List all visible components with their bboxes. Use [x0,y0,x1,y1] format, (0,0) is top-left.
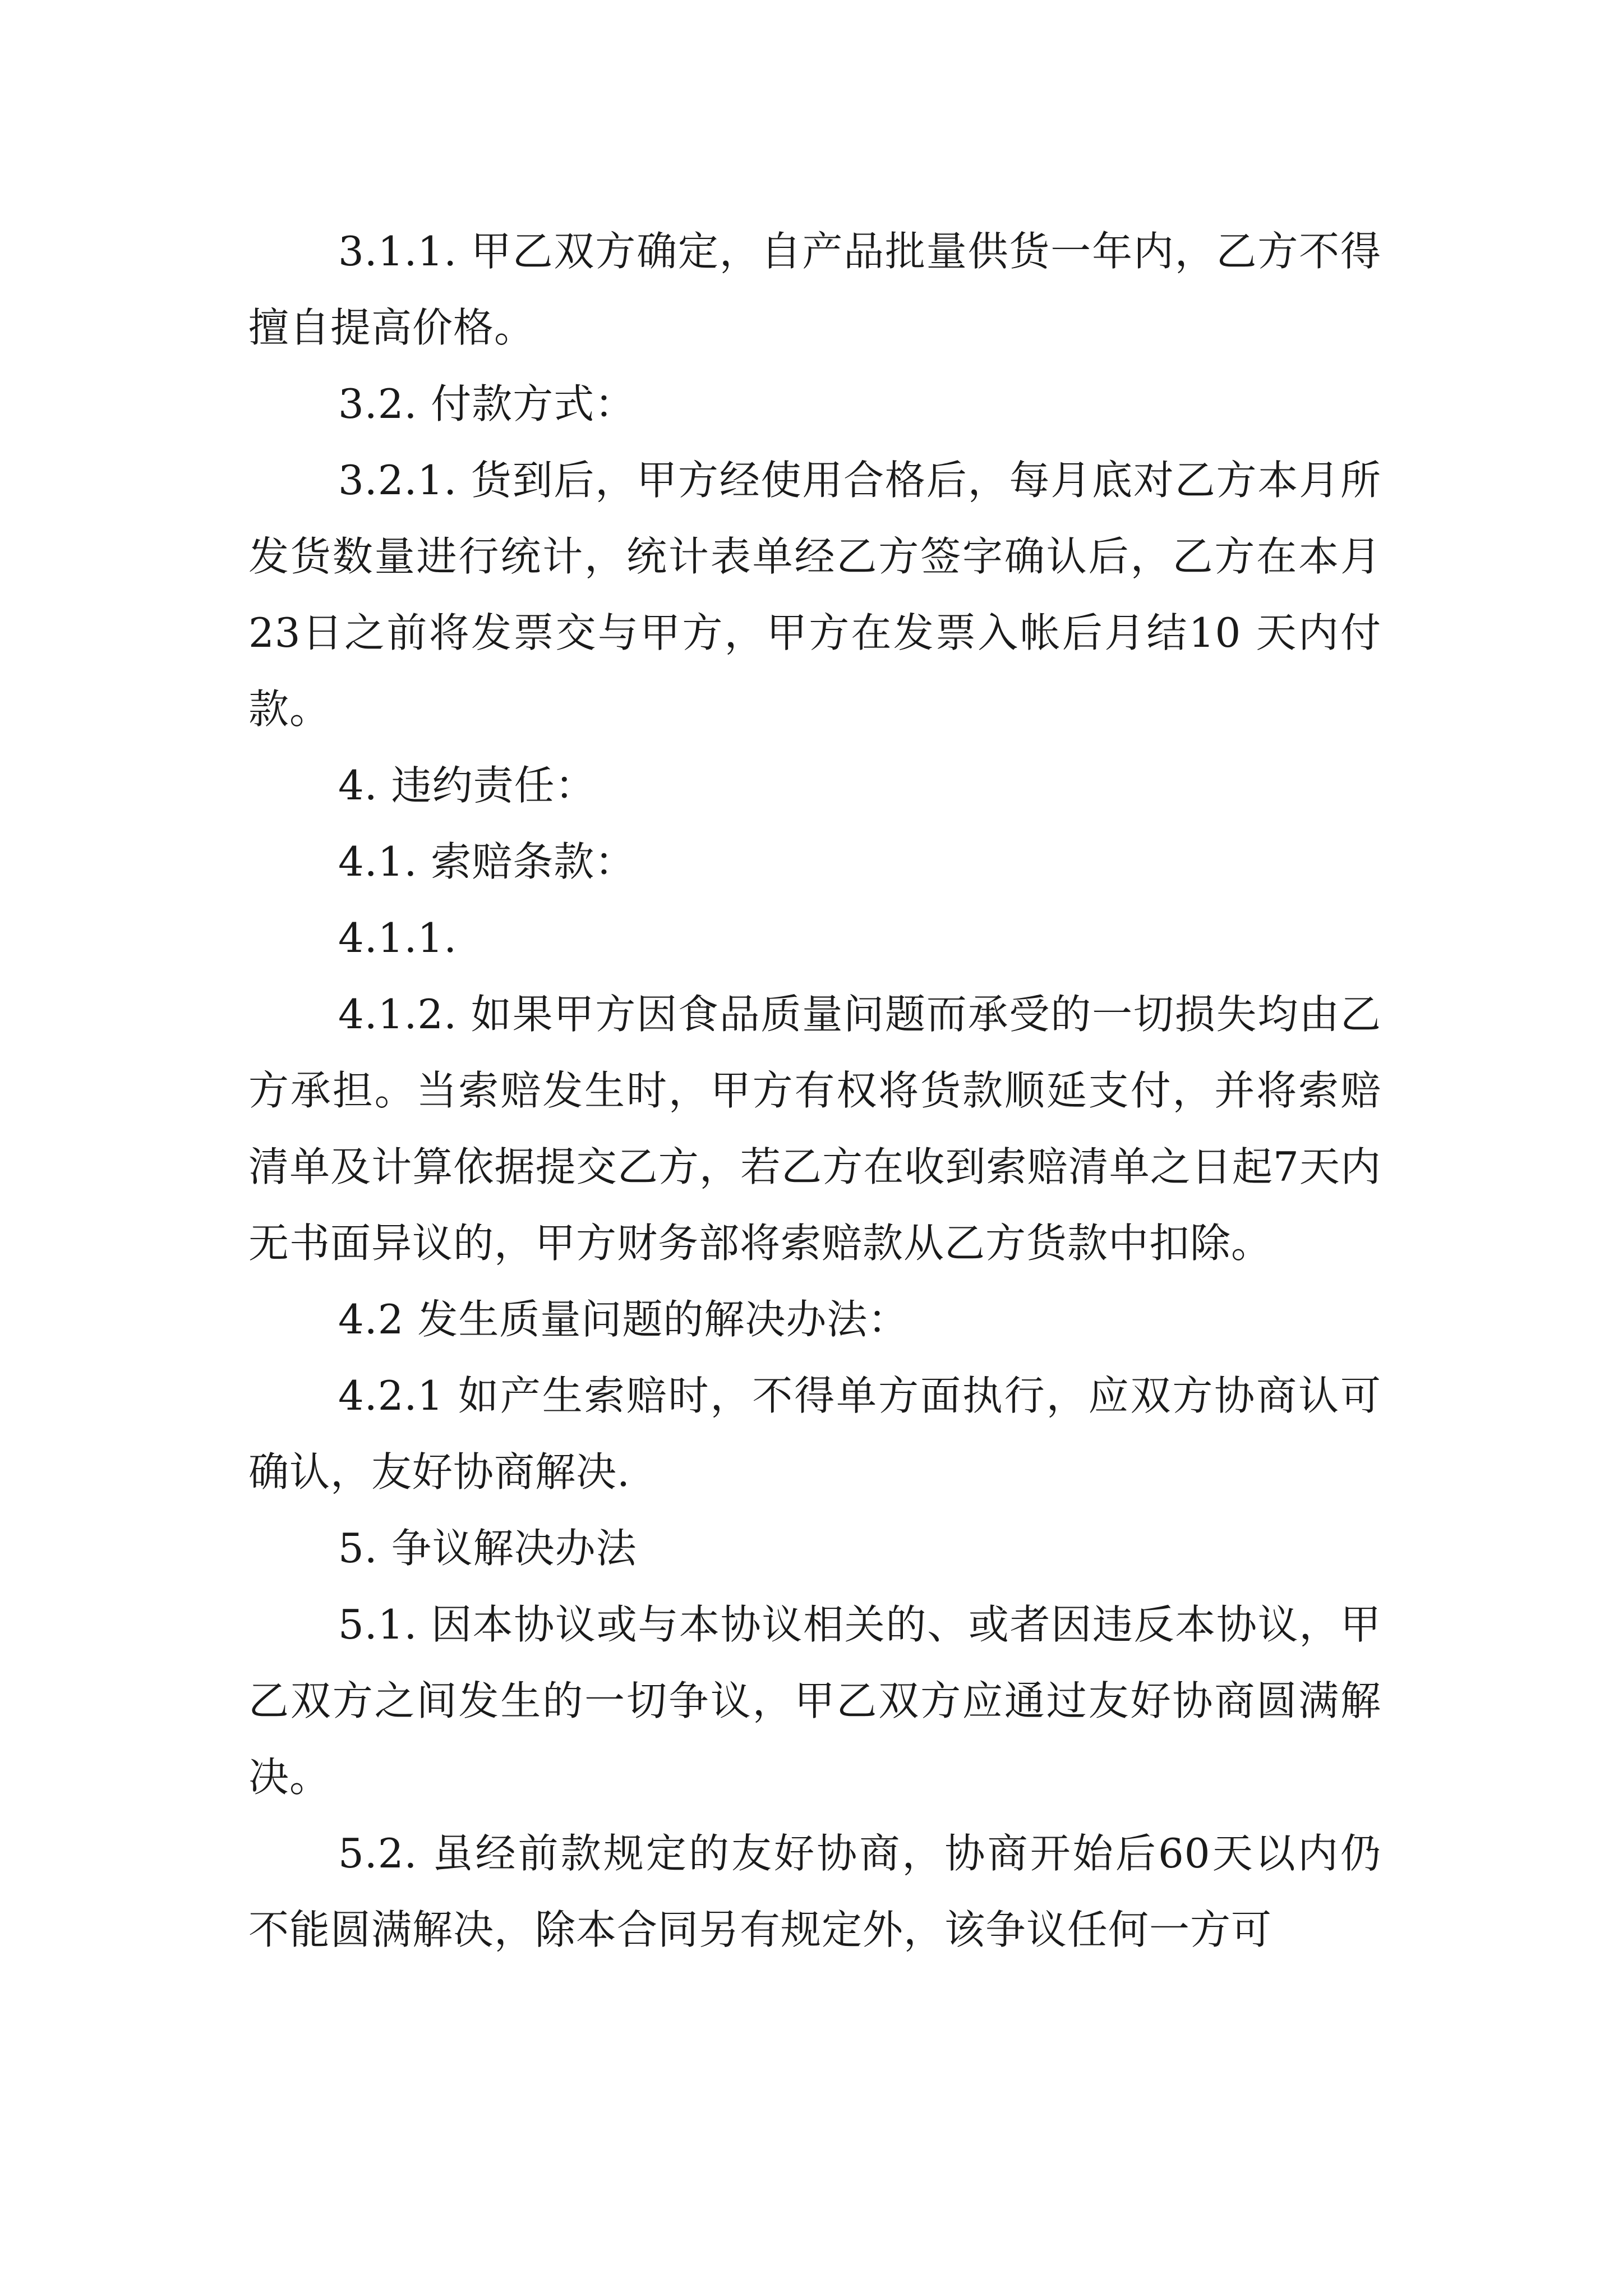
paragraph-5: 5. 争议解决办法 [338,1525,637,1572]
paragraph-4-1-1: 4.1.1. [338,914,458,961]
paragraph-4: 4. 违约责任： [338,762,596,809]
paragraph-4-2: 4.2 发生质量问题的解决办法： [338,1296,909,1343]
paragraph-4-1-2: 4.1.2. 如果甲方因食品质量问题而承受的一切损失均由乙方承担。当索赔发生时，甲方有权将货款顺延支付，并将索赔清单及计算依据提交乙方，若乙方在收到索赔清单之日起7天内无书面异议的，甲方财务部将索赔款从乙方货款中扣除。 [248,991,1381,1267]
paragraph-3-2: 3.2. 付款方式： [338,380,636,427]
paragraph-4-1: 4.1. 索赔条款： [338,838,636,885]
paragraph-5-2: 5.2. 虽经前款规定的友好协商，协商开始后60天以内仍不能圆满解决，除本合同另有规定外，该争议任何一方可 [248,1830,1381,1953]
paragraph-3-2-1: 3.2.1. 货到后，甲方经使用合格后，每月底对乙方本月所发货数量进行统计，统计表单经乙方签字确认后，乙方在本月23日之前将发票交与甲方，甲方在发票入帐后月结10 天内付款。 [248,457,1381,733]
paragraph-3-1-1: 3.1.1. 甲乙双方确定，自产品批量供货一年内，乙方不得擅自提高价格。 [248,228,1381,351]
paragraph-5-1: 5.1. 因本协议或与本协议相关的、或者因违反本协议，甲乙双方之间发生的一切争议，甲乙双方应通过友好协商圆满解决。 [248,1601,1381,1801]
paragraph-4-2-1: 4.2.1 如产生索赔时，不得单方面执行，应双方协商认可确认，友好协商解决. [248,1372,1381,1496]
document-body [248,213,1381,1968]
